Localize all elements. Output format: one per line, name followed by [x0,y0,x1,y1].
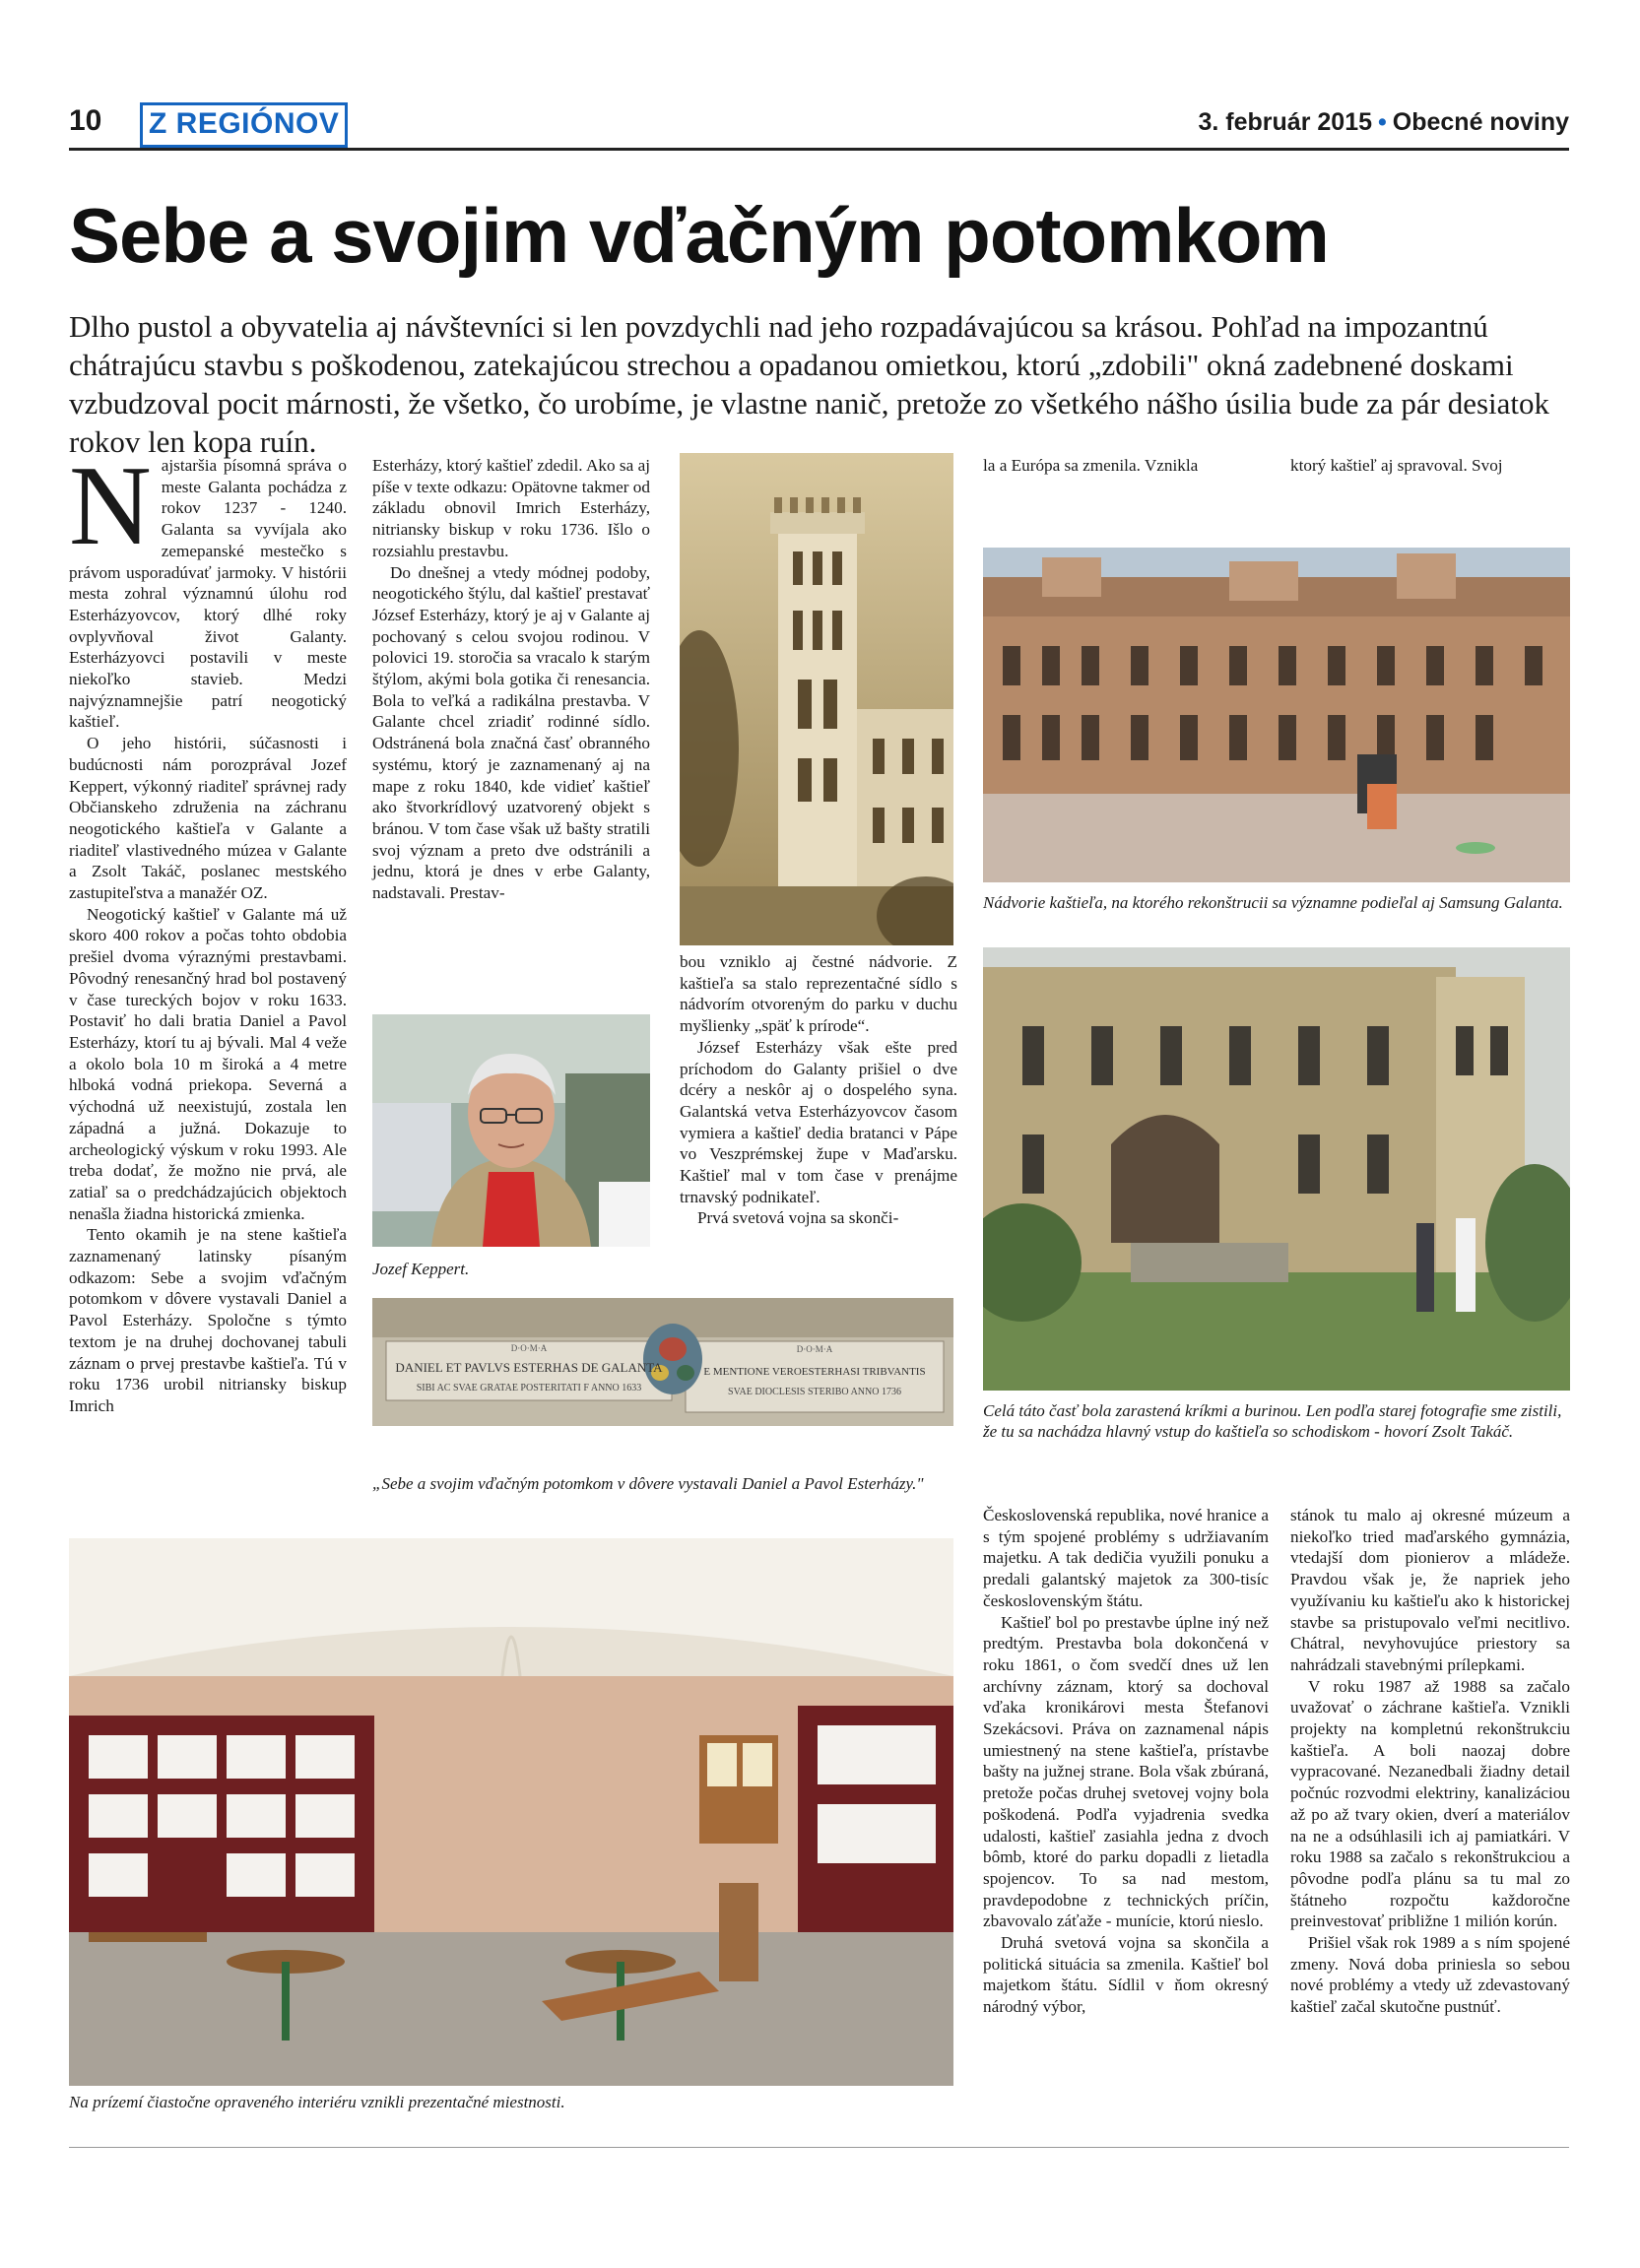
plaque-left-small: D·O·M·A [510,1343,548,1353]
header-rule [69,148,1569,151]
plaque-right-small: D·O·M·A [796,1344,833,1354]
body-column-3 [680,951,957,1229]
footer-rule [69,2147,1569,2148]
plaque-right-line2: SVAE DIOCLESIS STERIBO ANNO 1736 [728,1387,901,1397]
latin-plaque-photo [372,1298,953,1426]
paragraph: stánok tu malo aj okresné múzeum a niekoľko tried maďarského gymnázia, vtedajší dom pionierov a mládeže. Pravdou však je, že napriek jeho využívaniu ku kaštieľu ako k historickej stavbe sa pristupovalo veľmi necitlivo. Chátral, nevyhovujúce priestory sa nahrádzali stavebnými prílepkami. [1290,1506,1570,1674]
plaque-left-line2: SIBI AC SVAE GRATAE POSTERITATI F ANNO 1633 [416,1383,642,1393]
body-column-1 [69,443,347,1417]
castle-entrance-photo [983,947,1570,1391]
body-column-4-top [983,455,1269,477]
caption-interior: Na prízemí čiastočne opraveného interiéru vznikli prezentačné miestnosti. [69,2093,565,2111]
paragraph: la a Európa sa zmenila. Vznikla [983,456,1199,475]
issue-info [1199,108,1569,137]
paragraph: Československá republika, nové hranice a s tým spojené problémy s udržiavaním majetku. A tak dedičia využili ponuku a predali galantský majetok za 300-tisíc československým štátu. [983,1506,1269,1610]
paragraph: Esterházy, ktorý kaštieľ zdedil. Ako sa aj píše v texte odkazu: Opätovne takmer od základu obnovil Imrich Esterházy, nitriansky biskup v roku 1736. Išlo o rozsiahlu prestavbu. [372,456,650,560]
interior-exhibition-photo [69,1538,953,2086]
caption-plaque: „Sebe a svojim vďačným potomkom v dôvere vystavali Daniel a Pavol Esterházy." [372,1474,924,1493]
paragraph: bou vzniklo aj čestné nádvorie. Z kaštieľa sa stalo reprezentačné sídlo s nádvorím otvoreným do parku v duchu myšlienky „späť k prírode“. [680,952,957,1036]
paragraph: Druhá svetová vojna sa skončila a politická situácia sa zmenila. Kaštieľ bol majetkom štátu. Sídlil v ňom okresný národný výbor, [983,1933,1269,2017]
section-label: Z REGIÓNOV [140,102,348,148]
page-number: 10 [69,104,102,137]
plaque-left-line1: DANIEL ET PAVLVS ESTERHAS DE GALANTA [395,1360,663,1375]
paragraph: Prvá svetová vojna sa skonči- [697,1208,899,1228]
body-column-4 [983,1505,1269,2018]
separator-dot: • [1378,108,1387,136]
caption-entrance: Celá táto časť bola zarastená kríkmi a burinou. Len podľa starej fotografie sme zistili, že tu sa nachádza hlavný vstup do kaštieľa so schodiskom - hovorí Zsolt Takáč. [983,1401,1562,1441]
historic-castle-photo [680,453,953,945]
drop-cap: N [69,443,152,569]
paragraph: Tento okamih je na stene kaštieľa zaznamenaný latinsky písaným odkazom: Sebe a svojim vďačným potomkom v dôvere vystavali Daniel a Pavol Esterházy. Spoločne s týmto textom je na druhej dochovanej tabuli záznam o prvej prestavbe kaštieľa. Tú v roku 1736 urobil nitriansky biskup Imrich [69,1225,347,1415]
caption-courtyard: Nádvorie kaštieľa, na ktorého rekonštrucii sa významne podieľal aj Samsung Galanta. [983,893,1563,912]
paragraph: V roku 1987 až 1988 sa začalo uvažovať o záchrane kaštieľa. Vznikli projekty na kompletnú rekonštrukciu kaštieľa. A boli naozaj dobre vypracované. Nezanedbali žiadny detail počnúc rozvodmi elektriny, kanalizáciou až po až tvary okien, dverí a materiálov na ne a odsúhlasili ich aj pamiatkári. V roku 1988 sa začalo s rekonštrukciou a pôvodne podľa plánu sa tu mal zo štátneho rozpočtu každoročne preinvestovať približne 1 milión korún. [1290,1676,1570,1931]
caption-keppert: Jozef Keppert. [372,1260,470,1278]
body-column-5 [1290,1505,1570,2018]
article-headline: Sebe a svojim vďačným potomkom [69,192,1329,279]
plaque-right-line1: E MENTIONE VEROESTERHASI TRIBVANTIS [703,1366,926,1378]
paragraph: Kaštieľ bol po prestavbe úplne iný než predtým. Prestavba bola dokončená v roku 1861, o čom svedčí dnes už len archívny záznam, ktorý sa dochoval vďaka kronikárovi mesta Štefanovi Szekácsovi. Práva on zaznamenal nápis umiestnený na stene kaštieľa, prístavbe bašty na južnej strane. Bola však zbúraná, pretože počas druhej svetovej vojny bola poškodená. Podľa vyjadrenia svedka udalosti, kaštieľ zasiahla jedna z dvoch bômb, ktoré do parku dopadli z lietadla spojencov. To sa nad mestom, pravdepodobne z technických príčin, zbavovalo záťaže - munície, ktorú nieslo. [983,1612,1269,1931]
paragraph: Neogotický kaštieľ v Galante má už skoro 400 rokov a počas tohto obdobia prešiel dvoma výraznými prestavbami. Pôvodný renesančný hrad bol postavený v čase tureckých bojov v roku 1633. Postaviť ho dali bratia Daniel a Pavol Esterházy, ktorí tu aj bývali. Mal 4 veže a okolo bola 10 m široká a 4 metre hlboká vodná priekopa. Severná a východná už neexistujú, zostala len západná a južná. Dokazuje to archeologický výskum v roku 1993. Ale treba dodať, že možno nie prvá, ale zatiaľ sa o predchádzajúcich objektoch nenašla žiadna historická zmienka. [69,904,347,1223]
paragraph: ajstaršia písomná správa o meste Galanta pochádza z rokov 1237 - 1240. Galanta sa vyvíjala ako zemepanské mestečko s právom usporadúvať jarmoky. V histórii mesta zohral významnú úlohu rod Esterházyovcov, ktorý dlhé roky ovplyvňoval život Galanty. Esterházyovci postavili v meste niekoľko stavieb. Medzi najvýznamnejšie patrí neogotický kaštieľ. [69,456,347,732]
jozef-keppert-photo [372,1014,650,1247]
body-column-2 [372,455,650,904]
publication-name: Obecné noviny [1392,108,1569,136]
paragraph: Prišiel však rok 1989 a s ním spojené zmeny. Nová doba priniesla so sebou nové problémy a vtedy už zdevastovaný kaštieľ začal skutočne pustnúť. [1290,1933,1570,2017]
paragraph: Do dnešnej a vtedy módnej podoby, neogotického štýlu, dal kaštieľ prestavať József Esterházy, ktorý je aj v Galante aj pochovaný s celou svojou rodinou. V polovici 19. storočia sa vracalo k starým štýlom, akými bola gotika či renesancia. Bola to veľká a radikálna prestavba. V Galante chcel zriadiť rodinné sídlo. Odstránená bola značná časť obranného systému, ktorý je zaznamenaný aj na mape z roku 1840, kde vidieť kaštieľ ako štvorkrídlový uzatvorený objekt s bránou. V tom čase však už bašty stratili svoj význam a preto dve odstránili a jednu, ktorá je dnes v erbe Galanty, nadstavali. Prestav- [372,562,650,903]
paragraph: O jeho histórii, súčasnosti i budúcnosti nám porozprával Jozef Keppert, výkonný riaditeľ správnej rady Občianskeho združenia na záchranu neogotického kaštieľa v Galante a riaditeľ vlastivedného múzea v Galante a Zsolt Takáč, poslanec mestského zastupiteľstva a manažér OZ. [69,734,347,903]
issue-date: 3. február 2015 [1198,108,1373,136]
body-column-5-top [1290,455,1570,477]
castle-courtyard-photo [983,548,1570,882]
paragraph: József Esterházy však ešte pred príchodom do Galanty prišiel o dve dcéry a neskôr aj o dospelého syna. Galantská vetva Esterházyovcov časom vymiera a kaštieľ dedia bratanci v Pápe vo Veszprémskej župe v Maďarsku. Kaštieľ mal v tom čase v prenájme trnavský podnikateľ. [680,1037,957,1206]
article-lead: Dlho pustol a obyvatelia aj návštevníci si len povzdychli nad jeho rozpadávajúcou sa krásou. Pohľad na impozantnú chátrajúcu stavbu s poškodenou, zatekajúcou strechou a opadanou omietkou, ktorú „zdobili" okná zadebnené doskami vzbudzoval pocit márnosti, že všetko, čo urobíme, je vlastne nanič, pretože zo všetkého nášho úsilia bude za pár desiatok rokov len kopa ruín. [69,309,1550,459]
paragraph: ktorý kaštieľ aj spravoval. Svoj [1290,456,1503,475]
